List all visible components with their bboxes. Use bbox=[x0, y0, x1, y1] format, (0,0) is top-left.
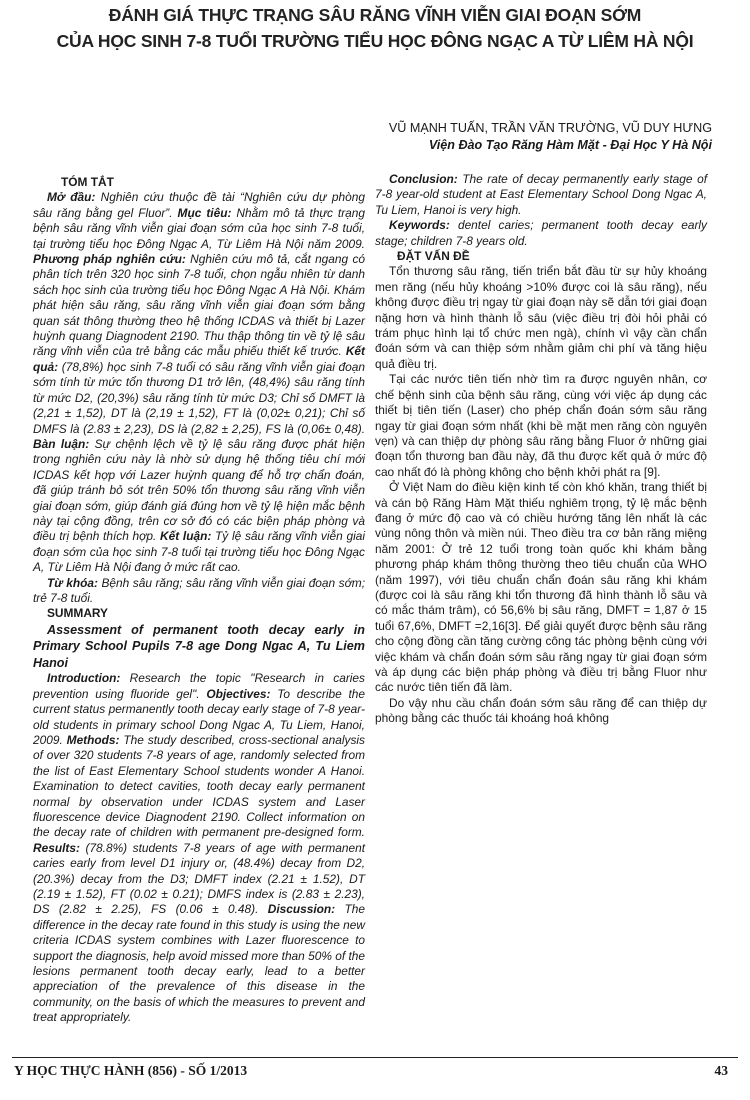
page-number: 43 bbox=[714, 1063, 728, 1078]
left-column bbox=[33, 175, 365, 1026]
vn-abstract-heading: TÓM TẮT bbox=[61, 175, 114, 189]
en-conclusion: Conclusion: The rate of decay permanently early stage of 7-8 year-old student at East Elementary School Dong Ngac A, Tu Liem, Hanoi is very high. bbox=[375, 172, 707, 217]
intro-heading: ĐẶT VẤN ĐỀ bbox=[397, 249, 470, 264]
author-block bbox=[389, 120, 712, 154]
vn-abstract-body: Mở đầu: Nghiên cứu thuộc đề tài “Nghiên cứu dự phòng sâu răng bằng gel Fluor”. Mục tiêu: Nhằm mô tả thực trạng bệnh sâu răng vĩnh viễn giai đoạn sớm của học sinh 7-8 tuổi, tại trường tiểu học Đông Ngạc A, Từ Liêm Hà Nội năm 2009. Phương pháp nghiên cứu: Nghiên cứu mô tả, cắt ngang có phân tích trên 320 học sinh 7-8 tuổi, chọn ngẫu nhiên từ danh sách học sinh của trường tiểu học Đông Ngạc A Hà Nội. Khám phát hiện sâu răng, sâu răng vĩnh viễn giai đoạn sớm bằng quan sát thông thường theo hệ thống ICDAS và thiết bị Lazer huỳnh quang Diagnodent 2190. Thu thập thông tin về tỷ lệ sâu răng vĩnh viễn của trẻ bằng các mẫu phiếu thiết kế trước. Kết quả: (78,8%) học sinh 7-8 tuổi có sâu răng vĩnh viễn giai đoạn sớm tính từ mức tổn thương D1 trở lên, (48,4%) sâu răng tính từ mức D2, (20,3%) sâu răng tính từ mức D3; Chỉ số DMFT là (2,21 ± 1,52), DT là (2,19 ± 1,52), FT là (0,02± 0,21); Chỉ số DMFS là (2.83 ± 2,23), DS là (2,82 ± 2,25), FS là (0,06± 0,48). Bàn luận: Sự chệnh lệch về tỷ lệ sâu răng được phát hiện trong nghiên cứu này là nhờ sử dụng hệ thống tiêu chí mới ICDAS kết hợp với Lazer huỳnh quang để hỗ trợ chẩn đoán, đã giúp tránh bỏ sót trên 50% tổn thương sâu răng vĩnh viễn giai đoạn sớm, giúp đánh giá đúng hơn về tỷ lệ hiện mắc bệnh này tại cộng đồng, trên cơ sở đó có các biện pháp phòng và điều trị bệnh thích hợp. Kết luận: Tỷ lệ sâu răng vĩnh viễn giai đoạn sớm của học sinh 7-8 tuổi tại trường tiểu học Đông Ngạc A, Từ Liêm Hà Nội đang ở mức rất cao. bbox=[33, 190, 366, 575]
en-keywords: Keywords: dentel caries; permanent tooth decay early stage; children 7-8 years old. bbox=[375, 218, 707, 248]
author-names: VŨ MẠNH TUẤN, TRẦN VĂN TRƯỜNG, VŨ DUY HƯNG bbox=[388, 121, 712, 135]
title-line-2: CỦA HỌC SINH 7-8 TUỔI TRƯỜNG TIỂU HỌC ĐÔNG NGẠC A TỪ LIÊM HÀ NỘI bbox=[56, 31, 694, 51]
vn-keywords: Từ khóa: Bệnh sâu răng; sâu răng vĩnh viễn giai đoạn sớm; trẻ 7-8 tuổi. bbox=[33, 575, 365, 605]
author-institution: Viện Đào Tạo Răng Hàm Mặt - Đại Học Y Hà Nội bbox=[428, 138, 712, 152]
article-title bbox=[30, 2, 720, 54]
en-summary-heading: SUMMARY bbox=[47, 606, 108, 621]
title-line-1: ĐÁNH GIÁ THỰC TRẠNG SÂU RĂNG VĨNH VIỄN GIAI ĐOẠN SỚM bbox=[108, 5, 642, 25]
right-column bbox=[375, 172, 707, 727]
footer-divider bbox=[12, 1057, 738, 1058]
intro-paragraph-2: Tại các nước tiên tiến nhờ tìm ra được nguyên nhân, cơ chế bệnh sinh của bệnh sâu răng, cùng với việc áp dụng các thiết bị tiên tiến (Laser) cho phép chẩn đoán sớm sâu răng ngay từ giai đoạn sớm nhất (khi bề mặt men răng còn nguyên vẹn) và can thiệp dự phòng sâu răng bằng Fluor ở những giai đoạn tổn thương ban đầu này, đã thu được kết quả ở mức độ cao nhất đó là phòng không cho bệnh khởi phát ra [9]. bbox=[375, 372, 707, 479]
en-summary-title: Assessment of permanent tooth decay early in Primary School Pupils 7-8 age Dong Ngac A, Tu Liem Hanoi bbox=[33, 622, 365, 670]
intro-paragraph-1: Tổn thương sâu răng, tiến triển bắt đầu từ sự hủy khoáng men răng (nếu hủy khoáng >10% được coi là sâu răng), nếu không được điều trị ngay từ giai đoạn này sẽ dẫn tới giai đoạn nặng hơn và hình thành lỗ sâu (việc điều trị đòi hỏi phải có trám phục hình lại tổ chức men ngà), chính vì vậy cần chẩn đoán sớm và can thiệp sớm nhằm giảm chi phí và tăng hiệu quả điều trị. bbox=[375, 264, 707, 371]
intro-paragraph-3: Ở Việt Nam do điều kiện kinh tế còn khó khăn, trang thiết bị và cán bộ Răng Hàm Mặt thiếu nghiêm trọng, tỷ lệ mắc bệnh đang ở mức độ cao và có chiều hướng tăng lên nhất là các vùng nông thôn và miền núi. Theo điều tra cơ bản răng miệng năm 2001: Ở trẻ 12 tuổi trong toàn quốc khi khám bằng phương pháp khám thông thường theo tiêu chuẩn của WHO (năm 1997), với tiêu chuẩn chẩn đoán sâu răng khi khám (được coi là sâu răng khi tổn thương đã hình thành lỗ sâu và có mắc thám trâm), có 56,6% bị sâu răng, DMFT = 1,87 ở 15 tuổi 67,6%, DMFT =2,16[3]. Để giải quyết được bệnh sâu răng cho cộng đồng cần tăng cường công tác phòng bệnh cùng với việc khám và chẩn đoán sớm sâu răng ngay từ giai đoạn sớm và áp dụng các biện pháp phòng và điều trị bằng Fluor như các nước tiên tiến đã làm. bbox=[375, 480, 707, 695]
en-summary-body: Introduction: Research the topic "Research in caries prevention using fluoride gel". Objectives: To describe the current status permanently tooth decay early stage of 7-8 year-old students in primary school Dong Ngac A, Tu Liem, Hanoi, 2009. Methods: The study described, cross-sectional analysis of over 320 students 7-8 years of age, randomly selected from the list of East Elementary School students wonder A Hanoi. Examination to detect cavities, tooth decay early permanent normal by observation under ICDAS system and Laser fluorescence device Diagnodent 2190. Collect information on the decay rate of children with permanent pre-designed form. Results: (78.8%) students 7-8 years of age with permanent caries early from level D1 injury or, (48.4%) decay from D2, (20.3%) decay from the D3; DMFT index (2.21 ± 1.52), DT (2.19 ± 1.52), FT (0.02 ± 0.21); DMFS index is (2.83 ± 2.23), DS (2.82 ± 2.25), FS (0.06 ± 0.48). Discussion: The difference in the decay rate found in this study is using the new criteria ICDAS system combines with Lazer fluorescence to support the diagnosis, help avoid missed more than 50% of the lesions permanent tooth decay early, lead to a better appreciation of the prevalence of this disease in the community, on the basis of which the measures to prevent and treat appropriately. bbox=[33, 671, 365, 1025]
intro-paragraph-4: Do vậy nhu cầu chẩn đoán sớm sâu răng để can thiệp dự phòng bằng các thuốc tái khoáng hoá không bbox=[375, 695, 707, 726]
journal-footer: Y HỌC THỰC HÀNH (856) - SỐ 1/2013 bbox=[14, 1063, 248, 1078]
